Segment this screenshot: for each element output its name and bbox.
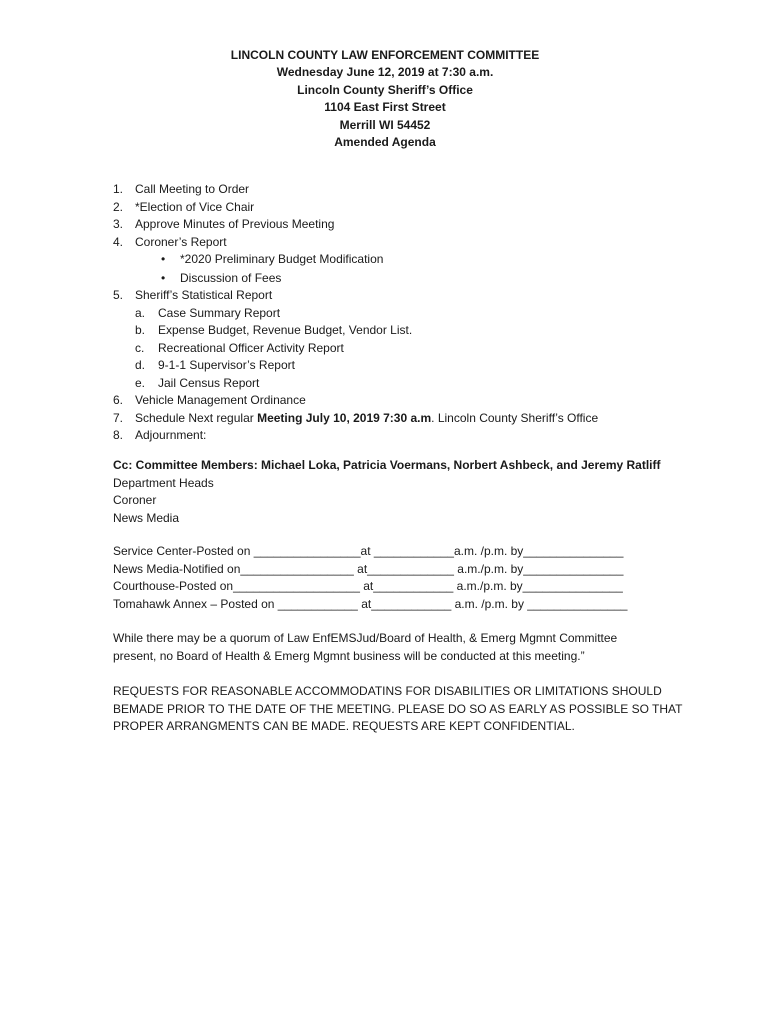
item-number: 5. <box>113 288 124 302</box>
item-text: Jail Census Report <box>158 375 260 390</box>
agenda-subitem <box>113 340 713 358</box>
cc-recipient: Coroner <box>113 493 157 507</box>
notice-line: REQUESTS FOR REASONABLE ACCOMMODATINS FOR DISABILITIES OR LIMITATIONS SHOULD <box>113 684 662 698</box>
item-text: Vehicle Management Ordinance <box>135 393 306 407</box>
street-address: 1104 East First Street <box>324 100 446 115</box>
item-letter: a. <box>135 305 146 320</box>
posting-line: Service Center-Posted on ________________at ____________a.m. /p.m. by_______________ <box>113 544 624 558</box>
item-text: 9-1-1 Supervisor’s Report <box>158 358 295 372</box>
agenda-item <box>113 287 713 305</box>
quorum-line: present, no Board of Health & Emerg Mgmnt business will be conducted at this meeting.” <box>113 648 585 663</box>
document-type: Amended Agenda <box>334 135 436 150</box>
cc-committee-members: Cc: Committee Members: Michael Loka, Patricia Voermans, Norbert Ashbeck, and Jeremy Ratliff <box>113 458 661 472</box>
item-text <box>135 410 598 428</box>
agenda-item <box>113 234 713 252</box>
item-text-pre: Schedule Next regular <box>135 410 258 425</box>
item-number: 7. <box>113 410 124 425</box>
cc-recipient: Department Heads <box>113 475 214 490</box>
item-text: Discussion of Fees <box>180 270 282 285</box>
agenda-item <box>113 410 713 428</box>
agenda-subitem <box>113 375 713 393</box>
accommodation-notice <box>113 683 683 736</box>
item-text: Sheriff’s Statistical Report <box>135 288 273 302</box>
item-number: 3. <box>113 217 124 231</box>
item-number: 4. <box>113 234 124 249</box>
item-text: Coroner’s Report <box>135 234 227 249</box>
item-number: 2. <box>113 199 124 214</box>
next-meeting-date: Meeting July 10, 2019 7:30 a.m <box>257 410 432 425</box>
agenda-subitem <box>113 270 713 288</box>
item-text: Case Summary Report <box>158 305 281 320</box>
posting-line: News Media-Notified on_________________ at_____________ a.m./p.m. by_______________ <box>113 561 624 576</box>
meeting-location: Lincoln County Sheriff’s Office <box>297 82 473 97</box>
item-text: Adjournment: <box>135 428 207 442</box>
bullet-icon: • <box>161 252 166 266</box>
agenda-subitem <box>113 305 713 323</box>
notice-line: BEMADE PRIOR TO THE DATE OF THE MEETING. PLEASE DO SO AS EARLY AS POSSIBLE SO THAT <box>113 701 683 716</box>
item-number: 6. <box>113 393 124 407</box>
committee-title: LINCOLN COUNTY LAW ENFORCEMENT COMMITTEE <box>230 48 540 62</box>
agenda-subitem <box>113 357 713 375</box>
item-text: Recreational Officer Activity Report <box>158 340 344 355</box>
item-letter: d. <box>135 358 146 372</box>
item-letter: c. <box>135 340 145 355</box>
cc-recipient: News Media <box>113 510 180 525</box>
agenda-item <box>113 181 713 199</box>
item-text: *2020 Preliminary Budget Modification <box>180 252 384 266</box>
quorum-notice <box>113 630 617 665</box>
posting-line: Tomahawk Annex – Posted on ____________ at____________ a.m. /p.m. by _______________ <box>113 596 628 611</box>
agenda-list <box>113 181 713 445</box>
item-letter: b. <box>135 323 146 337</box>
item-text: *Election of Vice Chair <box>135 199 255 214</box>
cc-list <box>113 457 661 527</box>
item-text: Approve Minutes of Previous Meeting <box>135 217 335 231</box>
item-letter: e. <box>135 375 146 390</box>
item-number: 8. <box>113 428 124 442</box>
posting-line: Courthouse-Posted on___________________ at____________ a.m./p.m. by_______________ <box>113 579 623 593</box>
notice-line: PROPER ARRANGMENTS CAN BE MADE. REQUESTS ARE KEPT CONFIDENTIAL. <box>113 719 575 733</box>
agenda-item <box>113 427 713 445</box>
bullet-icon: • <box>161 270 166 285</box>
agenda-subitem <box>113 251 713 270</box>
agenda-item <box>113 216 713 234</box>
agenda-item <box>113 392 713 410</box>
item-text: Call Meeting to Order <box>135 182 250 196</box>
agenda-subitem <box>113 322 713 340</box>
agenda-item <box>113 199 713 217</box>
quorum-line: While there may be a quorum of Law EnfEMSJud/Board of Health, & Emerg Mgmnt Committee <box>113 631 618 645</box>
meeting-date: Wednesday June 12, 2019 at 7:30 a.m. <box>276 65 494 80</box>
item-number: 1. <box>113 182 124 196</box>
posting-record <box>113 543 627 613</box>
agenda-header <box>0 47 770 151</box>
city-state-zip: Merrill WI 54452 <box>339 117 431 132</box>
item-text: Expense Budget, Revenue Budget, Vendor List. <box>158 323 413 337</box>
item-text-post: . Lincoln County Sheriff’s Office <box>431 410 599 425</box>
